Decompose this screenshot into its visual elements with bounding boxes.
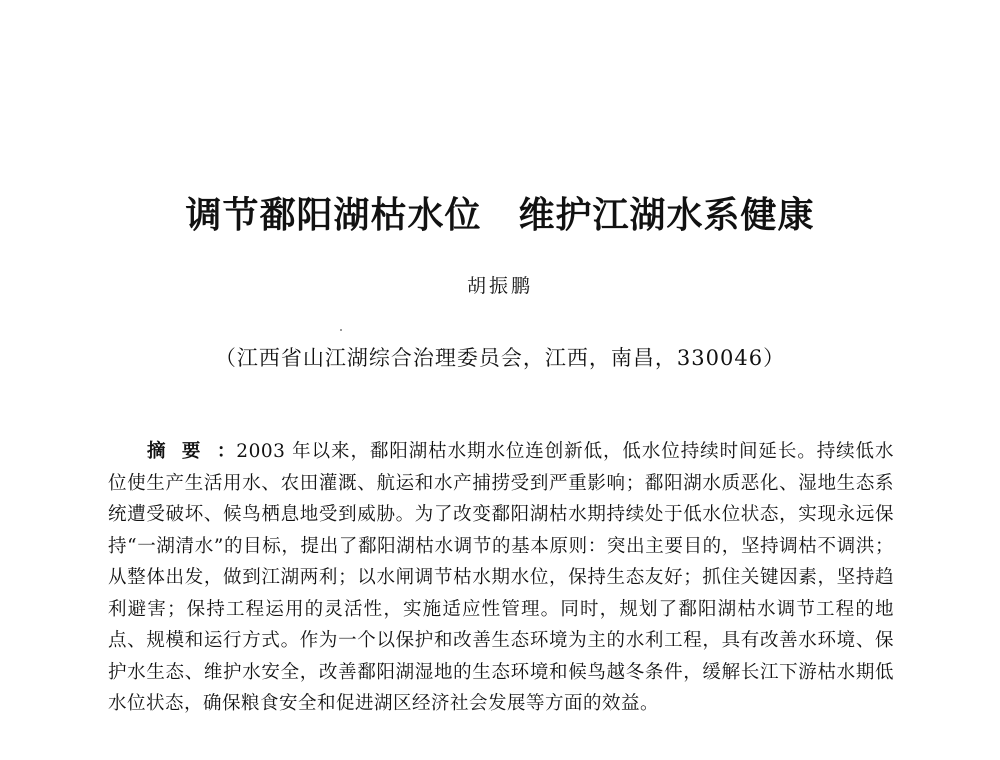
scan-speck <box>340 329 342 331</box>
author-name: 胡振鹏 <box>466 275 533 297</box>
paper-title: 调节鄱阳湖枯水位 维护江湖水系健康 <box>185 195 815 236</box>
author-affiliation: （江西省山江湖综合治理委员会，江西，南昌，330046） <box>214 346 786 370</box>
abstract-text: 2003 年以来，鄱阳湖枯水期水位连创新低，低水位持续时间延长。持续低水位使生产生活用水、农田灌溉、航运和水产捕捞受到严重影响；鄱阳湖水质恶化、湿地生态系统遭受破坏、候鸟栖息地受到威胁。为了改变鄱阳湖枯水期持续处于低水位状态，实现永远保持“一湖清水”的目标，提出了鄱阳湖枯水调节的基本原则：突出主要目的，坚持调枯不调洪；从整体出发，做到江湖两利；以水闸调节枯水期水位，保持生态友好；抓住关键因素，坚持趋利避害；保持工程运用的灵活性，实施适应性管理。同时，规划了鄱阳湖枯水调节工程的地点、规模和运行方式。作为一个以保护和改善生态环境为主的水利工程，具有改善水环境、保护水生态、维护水安全，改善鄱阳湖湿地的生态环境和候鸟越冬条件，缓解长江下游枯水期低水位状态，确保粮食安全和促进湖区经济社会发展等方面的效益。 <box>108 441 894 714</box>
abstract-colon: ： <box>216 441 237 462</box>
abstract-label: 摘要 <box>147 441 217 462</box>
abstract-paragraph <box>108 436 894 720</box>
